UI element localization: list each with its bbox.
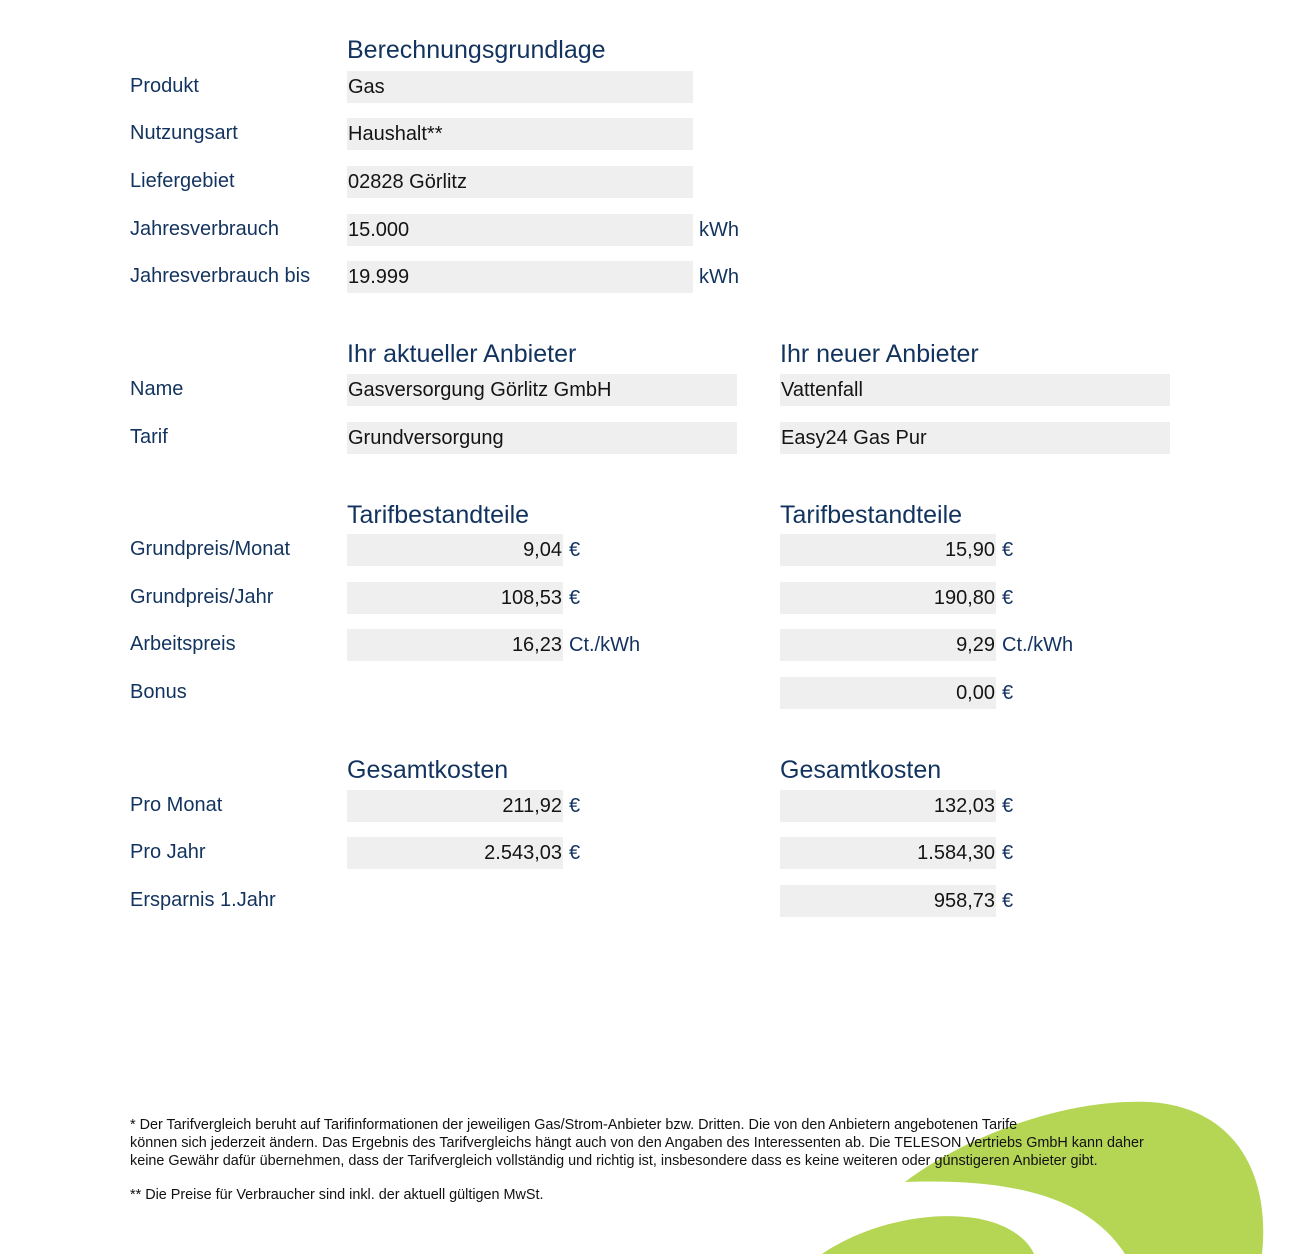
new-bonus: 0,00 xyxy=(780,677,996,709)
current-pro-jahr-unit: € xyxy=(569,842,581,864)
field-jahresverbrauch: 15.000 xyxy=(347,214,693,246)
current-arbeitspreis-unit: Ct./kWh xyxy=(569,634,641,656)
new-grundpreis-jahr-unit: € xyxy=(1002,587,1014,609)
current-provider-name: Gasversorgung Görlitz GmbH xyxy=(347,374,737,406)
footnote-1-line-1: * Der Tarifvergleich beruht auf Tarifinformationen der jeweiligen Gas/Strom-Anbieter bzw. Dritten. Die von den Anbietern angebotenen Tarife xyxy=(130,1117,1018,1133)
current-pro-monat-unit: € xyxy=(569,795,581,817)
new-ersparnis-unit: € xyxy=(1002,890,1014,912)
current-grundpreis-monat: 9,04 xyxy=(347,534,563,566)
label-name: Name xyxy=(130,378,184,400)
footnote-1-line-2: können sich jederzeit ändern. Das Ergebnis des Tarifvergleichs hängt auch von den Angaben des Interessenten ab. Die TELESON Vertriebs GmbH kann daher xyxy=(130,1135,1144,1151)
label-pro-jahr: Pro Jahr xyxy=(130,841,206,863)
label-grundpreis-monat: Grundpreis/Monat xyxy=(130,538,291,560)
new-provider-name: Vattenfall xyxy=(780,374,1170,406)
new-arbeitspreis-unit: Ct./kWh xyxy=(1002,634,1074,656)
current-provider-tarif: Grundversorgung xyxy=(347,422,737,454)
label-jahresverbrauch-bis: Jahresverbrauch bis xyxy=(130,265,311,287)
new-provider-tarif: Easy24 Gas Pur xyxy=(780,422,1170,454)
field-produkt: Gas xyxy=(347,71,693,103)
label-ersparnis: Ersparnis 1.Jahr xyxy=(130,889,276,911)
label-jahresverbrauch: Jahresverbrauch xyxy=(130,218,279,240)
label-nutzungsart: Nutzungsart xyxy=(130,122,238,144)
label-pro-monat: Pro Monat xyxy=(130,794,223,816)
new-bonus-unit: € xyxy=(1002,682,1014,704)
label-arbeitspreis: Arbeitspreis xyxy=(130,633,236,655)
new-pro-monat-unit: € xyxy=(1002,795,1014,817)
current-grundpreis-monat-unit: € xyxy=(569,539,581,561)
field-jahresverbrauch-bis: 19.999 xyxy=(347,261,693,293)
current-provider-heading: Ihr aktueller Anbieter xyxy=(347,340,577,368)
new-pro-monat: 132,03 xyxy=(780,790,996,822)
unit-jahresverbrauch: kWh xyxy=(699,219,739,241)
label-produkt: Produkt xyxy=(130,75,199,97)
new-arbeitspreis: 9,29 xyxy=(780,629,996,661)
label-grundpreis-jahr: Grundpreis/Jahr xyxy=(130,586,274,608)
current-arbeitspreis: 16,23 xyxy=(347,629,563,661)
label-bonus: Bonus xyxy=(130,681,187,703)
new-provider-heading: Ihr neuer Anbieter xyxy=(780,340,979,368)
tariff-heading-new: Tarifbestandteile xyxy=(780,501,963,529)
field-nutzungsart: Haushalt** xyxy=(347,118,693,150)
current-pro-jahr: 2.543,03 xyxy=(347,837,563,869)
new-pro-jahr-unit: € xyxy=(1002,842,1014,864)
total-heading-current: Gesamtkosten xyxy=(347,756,509,784)
basis-heading: Berechnungsgrundlage xyxy=(347,36,606,64)
new-grundpreis-monat: 15,90 xyxy=(780,534,996,566)
new-ersparnis: 958,73 xyxy=(780,885,996,917)
footnote-1-line-3: keine Gewähr dafür übernehmen, dass der Tarifvergleich vollständig und richtig ist, insbesondere dass es keine weiteren oder günstigeren Anbieter gibt. xyxy=(130,1153,1098,1169)
label-liefergebiet: Liefergebiet xyxy=(130,170,235,192)
current-grundpreis-jahr-unit: € xyxy=(569,587,581,609)
current-pro-monat: 211,92 xyxy=(347,790,563,822)
tariff-heading-current: Tarifbestandteile xyxy=(347,501,530,529)
field-liefergebiet: 02828 Görlitz xyxy=(347,166,693,198)
new-grundpreis-monat-unit: € xyxy=(1002,539,1014,561)
current-grundpreis-jahr: 108,53 xyxy=(347,582,563,614)
total-heading-new: Gesamtkosten xyxy=(780,756,942,784)
footnote-2: ** Die Preise für Verbraucher sind inkl. der aktuell gültigen MwSt. xyxy=(130,1187,544,1203)
unit-jahresverbrauch-bis: kWh xyxy=(699,266,739,288)
label-tarif: Tarif xyxy=(130,426,168,448)
new-pro-jahr: 1.584,30 xyxy=(780,837,996,869)
new-grundpreis-jahr: 190,80 xyxy=(780,582,996,614)
